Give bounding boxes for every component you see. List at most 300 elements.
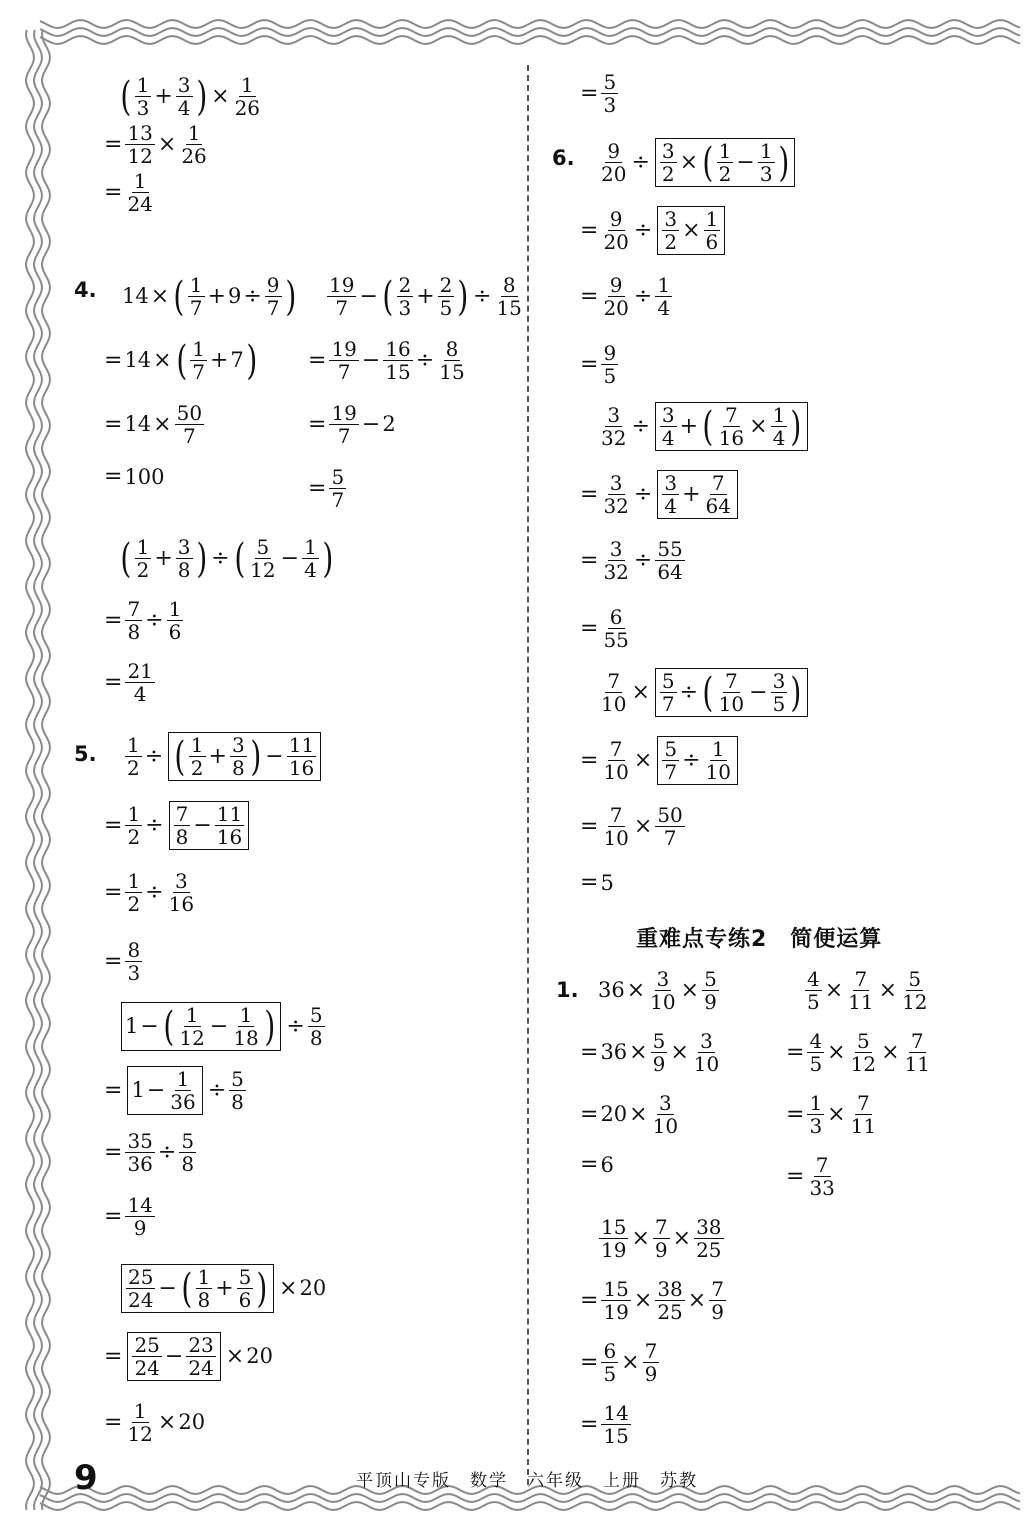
operator: × bbox=[631, 1225, 650, 1251]
numerator: 3 bbox=[231, 733, 245, 757]
denominator: 10 bbox=[718, 692, 745, 716]
denominator: 4 bbox=[177, 96, 191, 120]
numerator: 3 bbox=[772, 669, 786, 693]
bracket-group bbox=[168, 732, 321, 781]
operator: − bbox=[359, 283, 378, 309]
numerator: 3 bbox=[661, 139, 675, 163]
operator: × bbox=[679, 149, 699, 175]
denominator: 11 bbox=[850, 1114, 877, 1138]
fraction bbox=[397, 274, 414, 319]
fraction bbox=[643, 1340, 660, 1385]
fraction bbox=[601, 342, 618, 387]
denominator: 2 bbox=[664, 230, 678, 254]
equals-sign: = bbox=[580, 1152, 599, 1177]
operator: × bbox=[211, 83, 230, 109]
numerator: 1 bbox=[127, 733, 140, 757]
expression-line bbox=[598, 968, 720, 1013]
numerator: 38 bbox=[657, 1277, 683, 1301]
fraction bbox=[329, 466, 346, 511]
number: 20 bbox=[178, 1410, 206, 1434]
numerator: 6 bbox=[609, 605, 623, 629]
denominator: 25 bbox=[657, 1300, 683, 1324]
operator: × bbox=[629, 1101, 648, 1127]
denominator: 9 bbox=[652, 1052, 666, 1076]
numerator: 1 bbox=[168, 597, 182, 621]
bracket-group bbox=[655, 402, 808, 451]
parenthesis-group bbox=[118, 536, 209, 581]
fraction bbox=[805, 968, 822, 1013]
parenthesis-group bbox=[174, 338, 260, 383]
operator: × bbox=[824, 977, 844, 1003]
fraction bbox=[601, 1402, 630, 1447]
numerator: 15 bbox=[603, 1277, 629, 1301]
operator: − bbox=[736, 149, 755, 175]
denominator: 7 bbox=[266, 296, 280, 320]
denominator: 8 bbox=[231, 756, 245, 780]
operator: ÷ bbox=[682, 747, 701, 773]
operator: ÷ bbox=[473, 283, 492, 309]
step-line bbox=[578, 274, 673, 319]
denominator: 10 bbox=[603, 826, 629, 850]
fraction bbox=[601, 208, 630, 253]
bracket-group bbox=[655, 668, 808, 717]
numerator: 7 bbox=[815, 1153, 829, 1177]
operator: ÷ bbox=[631, 149, 650, 175]
numerator: 1 bbox=[133, 169, 147, 193]
equals-sign: = bbox=[580, 351, 599, 377]
number: 1 bbox=[131, 1078, 145, 1102]
fraction bbox=[599, 140, 628, 185]
fraction bbox=[601, 71, 618, 116]
numerator: 5 bbox=[704, 967, 717, 991]
denominator: 19 bbox=[603, 1300, 629, 1324]
denominator: 32 bbox=[601, 426, 627, 450]
numerator: 3 bbox=[609, 537, 623, 561]
expression-line bbox=[118, 74, 263, 119]
fraction bbox=[900, 968, 929, 1013]
fraction bbox=[175, 402, 204, 447]
numerator: 8 bbox=[127, 938, 141, 962]
expression-line bbox=[598, 668, 811, 717]
operator: × bbox=[621, 1349, 640, 1375]
numerator: ( 2 bbox=[398, 273, 412, 297]
fraction bbox=[302, 536, 319, 581]
step-line bbox=[102, 402, 205, 447]
step-line bbox=[102, 870, 197, 915]
bracket-group bbox=[657, 470, 738, 519]
fraction bbox=[176, 74, 193, 119]
bracket-group bbox=[121, 1002, 281, 1051]
fraction bbox=[215, 803, 244, 848]
denominator: 5 bbox=[603, 364, 617, 388]
step-line bbox=[102, 598, 184, 643]
denominator: 2 bbox=[127, 892, 141, 916]
operator: − bbox=[361, 411, 381, 437]
numerator: 3 bbox=[658, 1091, 672, 1115]
numerator: 38 bbox=[696, 1215, 722, 1239]
operator: + bbox=[682, 481, 701, 507]
denominator: 9 bbox=[711, 1300, 724, 1324]
fraction bbox=[651, 1092, 680, 1137]
page-number: 9 bbox=[74, 1458, 98, 1498]
operator: × bbox=[670, 1039, 689, 1065]
denominator: 16 bbox=[718, 426, 745, 450]
fraction bbox=[125, 660, 154, 705]
step-line bbox=[578, 872, 614, 894]
denominator: 2 bbox=[661, 162, 675, 186]
operator: − bbox=[146, 1077, 166, 1103]
fraction bbox=[601, 738, 630, 783]
expression-line bbox=[118, 536, 335, 581]
expression-line bbox=[118, 1264, 326, 1313]
fraction bbox=[717, 404, 746, 449]
equals-sign: = bbox=[580, 1349, 599, 1375]
denominator: 3 bbox=[759, 162, 773, 186]
denominator: 9 bbox=[133, 1216, 147, 1240]
denominator: 26 bbox=[181, 144, 207, 168]
number: 14 bbox=[124, 348, 152, 372]
fraction bbox=[651, 1030, 668, 1075]
numerator: 14 bbox=[603, 1401, 629, 1425]
operator: × bbox=[150, 283, 170, 309]
parenthesis-group bbox=[700, 140, 791, 185]
denominator: 24 bbox=[134, 1356, 160, 1380]
operator: × bbox=[153, 411, 172, 437]
numerator: 5 bbox=[331, 465, 345, 489]
equals-sign: = bbox=[104, 879, 123, 905]
numerator: 7 bbox=[175, 802, 189, 826]
fraction bbox=[229, 1068, 246, 1113]
parenthesis-group bbox=[161, 1004, 278, 1049]
numerator: 5 bbox=[309, 1003, 323, 1027]
step-line bbox=[102, 122, 210, 167]
equals-sign: = bbox=[308, 475, 327, 501]
fraction bbox=[807, 1030, 824, 1075]
operator: ÷ bbox=[631, 413, 650, 439]
fraction bbox=[190, 338, 207, 383]
fraction bbox=[179, 122, 208, 167]
numerator: 7 bbox=[609, 803, 623, 827]
numerator: ( 1 bbox=[197, 1265, 211, 1289]
denominator: 10 bbox=[650, 990, 676, 1014]
equals-sign: = bbox=[580, 217, 599, 243]
equals-sign: = bbox=[104, 812, 123, 838]
operator: − bbox=[209, 1013, 229, 1039]
parenthesis-group bbox=[171, 274, 298, 319]
denominator: 10 bbox=[693, 1052, 720, 1076]
fraction bbox=[717, 670, 746, 715]
denominator: 4 bbox=[133, 682, 147, 706]
numerator: 8 bbox=[502, 273, 516, 297]
expression-line bbox=[118, 1002, 326, 1051]
denominator: 33 bbox=[809, 1176, 835, 1200]
fraction bbox=[125, 1400, 154, 1445]
denominator: 7 bbox=[192, 360, 205, 384]
number: 20 bbox=[246, 1344, 273, 1368]
numerator: 5 bbox=[856, 1029, 870, 1053]
numerator: 4 bbox=[807, 967, 820, 991]
parenthesis-group bbox=[179, 1266, 270, 1311]
equals-sign: = bbox=[104, 1409, 123, 1435]
numerator: 2 bbox=[439, 273, 453, 297]
fraction bbox=[188, 274, 205, 319]
denominator: 10 bbox=[705, 760, 731, 784]
operator: + bbox=[416, 283, 435, 309]
denominator: 16 bbox=[288, 756, 315, 780]
denominator: 7 bbox=[335, 296, 349, 320]
numerator: 9 bbox=[603, 341, 617, 365]
denominator: 16 bbox=[216, 825, 243, 849]
operator: × bbox=[680, 977, 700, 1003]
numerator: 19 bbox=[329, 273, 355, 297]
expression-line bbox=[326, 274, 525, 319]
fraction bbox=[655, 538, 684, 583]
denominator: 11 bbox=[904, 1052, 930, 1076]
fraction bbox=[248, 536, 277, 581]
denominator: 7 bbox=[661, 692, 675, 716]
numerator: 9 bbox=[609, 207, 623, 231]
expression-line bbox=[124, 732, 324, 781]
numerator: 1 bbox=[240, 73, 254, 97]
step-line bbox=[578, 206, 728, 255]
operator: − bbox=[193, 812, 212, 838]
fraction bbox=[125, 122, 154, 167]
denominator: 5 bbox=[439, 296, 453, 320]
equals-sign: = bbox=[580, 615, 599, 641]
number: 2 bbox=[382, 412, 396, 436]
numerator: 1 bbox=[759, 139, 773, 163]
number: 36 bbox=[600, 1040, 628, 1064]
numerator: 7 bbox=[644, 1339, 658, 1363]
operator: ÷ bbox=[633, 481, 653, 507]
q6-label-row bbox=[552, 148, 585, 169]
equals-sign: = bbox=[104, 669, 123, 695]
numerator: 25 bbox=[128, 1265, 154, 1289]
step-line bbox=[578, 1154, 614, 1176]
step-line bbox=[784, 1154, 838, 1199]
equals-sign: = bbox=[580, 870, 599, 895]
fraction bbox=[771, 404, 788, 449]
operator: × bbox=[629, 1039, 648, 1065]
numerator: 7 bbox=[854, 967, 868, 991]
fraction bbox=[196, 1266, 213, 1311]
numerator: ( 1 bbox=[136, 73, 150, 97]
denominator: 5 bbox=[603, 1362, 617, 1386]
numerator: ( 1 bbox=[136, 535, 150, 559]
number: 9 bbox=[227, 284, 242, 308]
equals-sign: = bbox=[580, 747, 599, 773]
fraction bbox=[702, 968, 719, 1013]
fraction bbox=[329, 402, 358, 447]
step-line bbox=[102, 1130, 197, 1175]
fraction bbox=[494, 274, 523, 319]
denominator: 15 bbox=[385, 360, 411, 384]
operator: × bbox=[672, 1225, 692, 1251]
numerator: 6 bbox=[603, 1339, 617, 1363]
denominator: 10 bbox=[603, 760, 629, 784]
step-line bbox=[306, 338, 468, 383]
equals-sign: = bbox=[580, 1287, 599, 1313]
numerator: 1 bbox=[239, 1003, 253, 1027]
numerator: 1 bbox=[127, 869, 141, 893]
number: 7 bbox=[230, 348, 244, 372]
equals-sign: = bbox=[580, 1101, 599, 1127]
operator: + bbox=[154, 83, 173, 109]
fraction bbox=[660, 670, 677, 715]
numerator: ( 1 bbox=[718, 139, 732, 163]
denominator: 6 bbox=[168, 620, 182, 644]
equals-sign: = bbox=[308, 411, 327, 437]
fraction bbox=[662, 208, 679, 253]
page-footer: 平顶山专版 数学 六年级 上册 苏教 bbox=[356, 1471, 698, 1491]
operator: × bbox=[157, 1409, 177, 1435]
denominator: 25 bbox=[696, 1238, 722, 1262]
denominator: 15 bbox=[439, 360, 465, 384]
denominator: 12 bbox=[127, 1422, 153, 1446]
equals-sign: = bbox=[786, 1039, 805, 1065]
denominator: 3 bbox=[127, 961, 141, 985]
denominator: 26 bbox=[234, 96, 261, 120]
operator: ÷ bbox=[633, 547, 653, 573]
denominator: 8 bbox=[181, 1152, 195, 1176]
step-line bbox=[578, 804, 686, 849]
fraction bbox=[849, 1092, 878, 1137]
operator: × bbox=[153, 347, 172, 373]
denominator: 8 bbox=[197, 1288, 211, 1312]
column-divider bbox=[527, 65, 529, 1485]
equals-sign: = bbox=[104, 607, 123, 633]
numerator: ( 1 bbox=[189, 273, 203, 297]
parenthesis-group bbox=[700, 404, 804, 449]
step-line bbox=[578, 1340, 660, 1385]
numerator: 11 bbox=[288, 733, 315, 757]
fraction bbox=[717, 140, 734, 185]
number: 20 bbox=[600, 1102, 628, 1126]
equals-sign: = bbox=[580, 1411, 599, 1437]
denominator: 36 bbox=[127, 1152, 153, 1176]
denominator: 7 bbox=[331, 488, 345, 512]
numerator: 3 bbox=[664, 471, 678, 495]
numerator: 1 bbox=[187, 121, 201, 145]
step-line bbox=[102, 1332, 273, 1381]
parenthesis-group bbox=[172, 734, 263, 779]
fraction bbox=[125, 598, 142, 643]
denominator: 15 bbox=[603, 1424, 629, 1448]
numerator: 3 bbox=[700, 1029, 713, 1053]
fraction bbox=[132, 1334, 161, 1379]
numerator: 1 bbox=[304, 535, 317, 559]
operator: × bbox=[157, 131, 177, 157]
equals-sign: = bbox=[786, 1163, 805, 1189]
equals-sign: = bbox=[308, 347, 327, 373]
number: 6 bbox=[600, 1152, 614, 1177]
question-number: 1. bbox=[556, 978, 579, 1002]
numerator: 4 bbox=[809, 1029, 823, 1053]
question-number: 5. bbox=[74, 742, 97, 766]
fraction bbox=[846, 968, 875, 1013]
denominator: 3 bbox=[603, 93, 617, 117]
fraction bbox=[704, 472, 733, 517]
step-line bbox=[102, 660, 156, 705]
denominator: 6 bbox=[238, 1288, 252, 1312]
expression-line bbox=[598, 138, 798, 187]
numerator: 3 bbox=[177, 535, 191, 559]
fraction bbox=[599, 670, 628, 715]
numerator: 19 bbox=[331, 337, 357, 361]
numerator: 9 bbox=[609, 273, 623, 297]
denominator: 9 bbox=[654, 1238, 668, 1262]
denominator: 8 bbox=[177, 558, 191, 582]
fraction bbox=[168, 1068, 197, 1113]
operator: + bbox=[154, 545, 173, 571]
denominator: 2 bbox=[718, 162, 732, 186]
numerator: 1 bbox=[657, 273, 671, 297]
operator: × bbox=[881, 1039, 900, 1065]
numerator: 1 bbox=[772, 403, 786, 427]
denominator: 2 bbox=[127, 825, 141, 849]
operator: − bbox=[140, 1013, 159, 1039]
fraction bbox=[135, 74, 152, 119]
operator: × bbox=[633, 1287, 653, 1313]
numerator: 5 bbox=[652, 1029, 666, 1053]
operator: ÷ bbox=[679, 679, 699, 705]
fraction bbox=[230, 734, 247, 779]
fraction bbox=[308, 1004, 325, 1049]
denominator: 7 bbox=[189, 296, 203, 320]
numerator: 5 bbox=[603, 70, 617, 94]
fraction bbox=[601, 538, 630, 583]
question-number: 4. bbox=[74, 278, 97, 302]
numerator: ( 1 bbox=[192, 337, 205, 361]
denominator: 15 bbox=[496, 296, 522, 320]
equals-sign: = bbox=[104, 1077, 123, 1103]
denominator: 16 bbox=[168, 892, 195, 916]
fraction bbox=[383, 338, 412, 383]
number: 36 bbox=[598, 978, 625, 1002]
equals-sign: = bbox=[104, 464, 123, 489]
denominator: 12 bbox=[127, 144, 153, 168]
fraction bbox=[438, 274, 455, 319]
equals-sign: = bbox=[580, 80, 599, 106]
numerator: 3 bbox=[661, 403, 675, 427]
fraction bbox=[179, 1130, 196, 1175]
parenthesis-group bbox=[118, 74, 209, 119]
fraction bbox=[125, 870, 142, 915]
operator: × bbox=[827, 1039, 846, 1065]
numerator: 7 bbox=[910, 1029, 924, 1053]
denominator: 7 bbox=[182, 424, 196, 448]
operator: − bbox=[280, 545, 300, 571]
numerator: 5 bbox=[661, 669, 675, 693]
expression-line bbox=[122, 274, 298, 319]
numerator: 3 bbox=[664, 207, 678, 231]
operator: × bbox=[225, 1343, 245, 1369]
fraction bbox=[287, 734, 316, 779]
fraction bbox=[704, 208, 721, 253]
numerator: 11 bbox=[216, 802, 243, 826]
numerator: 23 bbox=[188, 1333, 214, 1357]
expression-line bbox=[598, 1216, 725, 1261]
equals-sign: = bbox=[580, 547, 599, 573]
denominator: 12 bbox=[250, 558, 276, 582]
fraction bbox=[758, 140, 775, 185]
fraction bbox=[653, 1216, 670, 1261]
numerator: 5 bbox=[231, 1067, 244, 1091]
step-line bbox=[578, 71, 619, 116]
fraction bbox=[903, 1030, 932, 1075]
operator: − bbox=[361, 347, 381, 373]
equals-sign: = bbox=[786, 1101, 805, 1127]
